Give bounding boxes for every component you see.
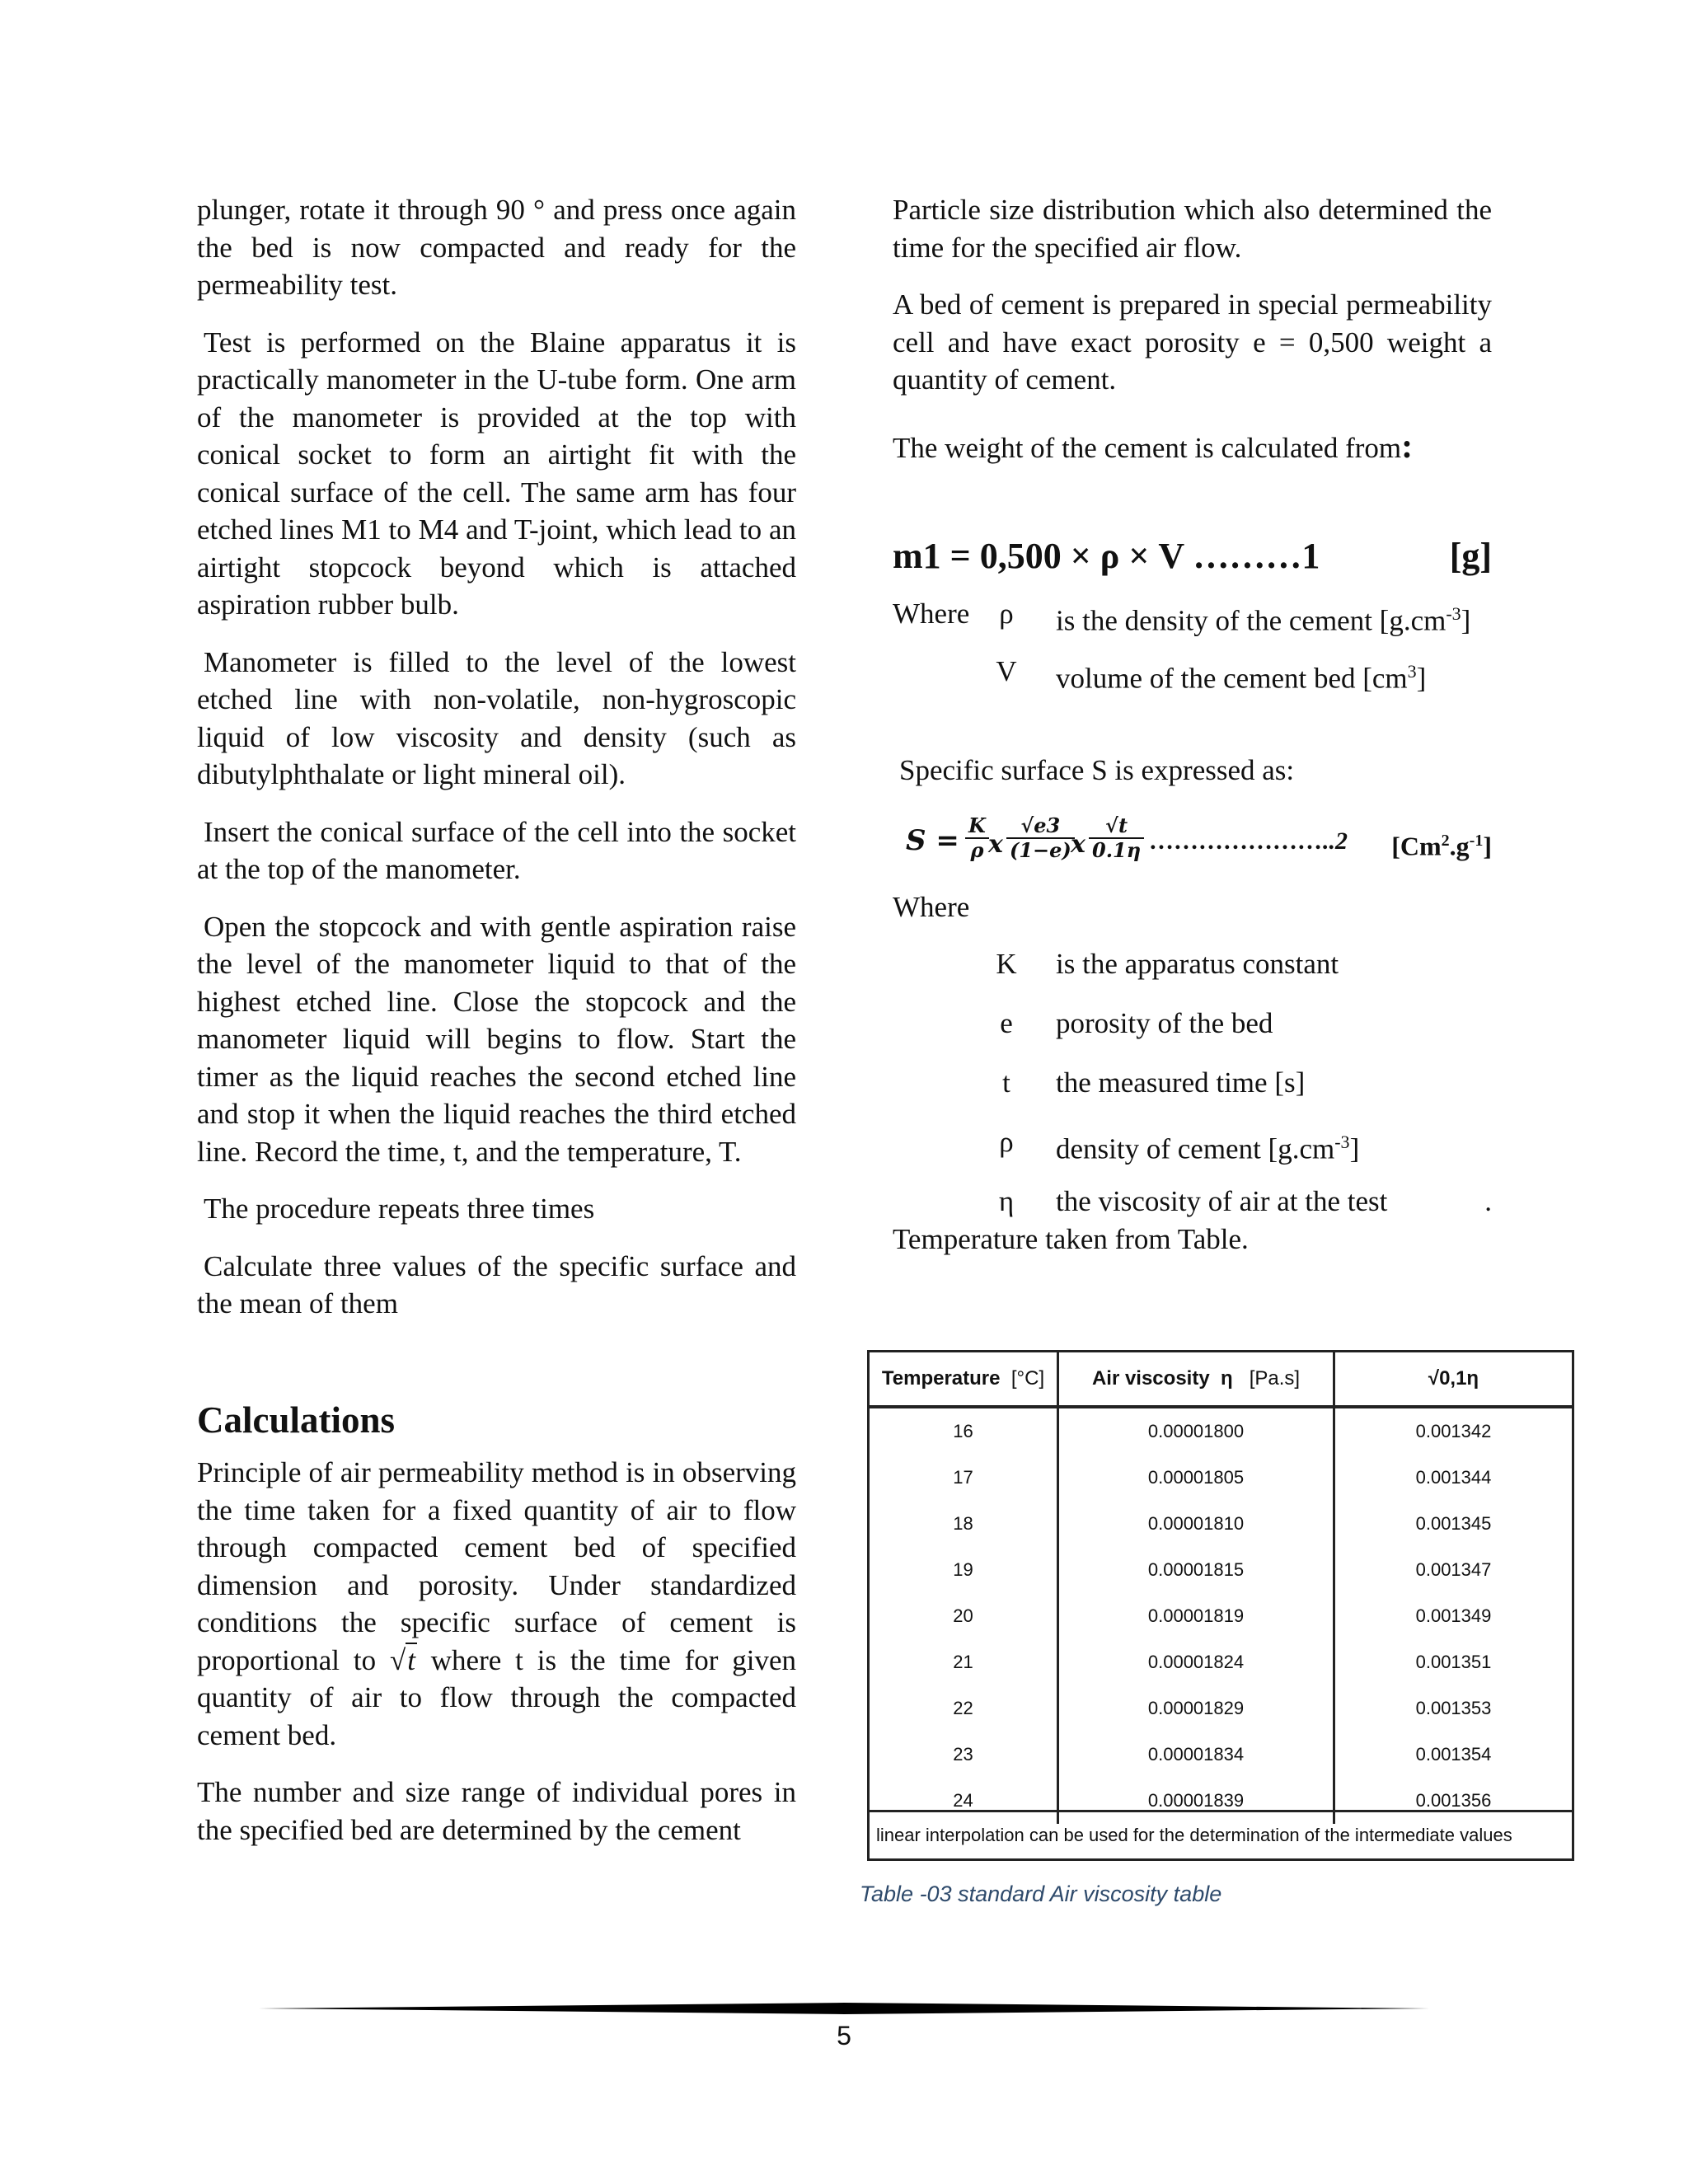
header-label: Temperature xyxy=(881,1367,1001,1390)
superscript: 3 xyxy=(1407,661,1417,682)
table-row xyxy=(870,1407,1572,1455)
table-caption: Table -03 standard Air viscosity table xyxy=(860,1882,1222,1906)
formula-specific-surface xyxy=(893,814,1492,872)
definition-text: the viscosity of air at the test xyxy=(1056,1185,1388,1217)
unit-part: ] xyxy=(1483,831,1492,861)
definition-body: is the density of the cement [g.cm xyxy=(1056,604,1447,637)
paragraph: Temperature taken from Table. xyxy=(893,1223,1249,1255)
superscript: -3 xyxy=(1334,1132,1350,1152)
definition-text xyxy=(1056,653,1426,697)
fraction-denominator: 0.1η xyxy=(1092,837,1142,862)
paragraph-text: The weight of the cement is calculated from xyxy=(893,431,1402,464)
multiply-x: x xyxy=(988,829,1003,859)
fraction-numerator: K xyxy=(965,814,989,839)
formula-text: m1 = 0,500 × ρ × V ………1 xyxy=(893,536,1320,576)
definition-text: porosity of the bed xyxy=(1056,1007,1273,1039)
header-symbol: η xyxy=(1221,1367,1233,1390)
cell-root: 0.001349 xyxy=(1415,1605,1492,1626)
definition-body: density of cement [g.cm xyxy=(1056,1132,1335,1165)
fraction-denominator: (1−e) xyxy=(1010,837,1071,862)
formula-unit: [g] xyxy=(1449,536,1492,576)
cell-viscosity: 0.00001800 xyxy=(1058,1407,1334,1455)
formula-unit xyxy=(1391,823,1492,865)
paragraph: Manometer is filled to the level of the lowest etched line with non-volatile, non-hygroscopic liquid of low viscosity and density (such as dibutylphthalate or light mineral oil). xyxy=(197,645,796,790)
definition-symbol: t xyxy=(1002,1066,1010,1099)
cell-viscosity: 0.00001829 xyxy=(1058,1685,1334,1732)
cell-root: 0.001344 xyxy=(1415,1467,1492,1488)
paragraph: Specific surface S is expressed as: xyxy=(899,754,1295,786)
sqrt-expression: √t xyxy=(389,1643,415,1676)
table-row xyxy=(870,1547,1572,1593)
definition-symbol: ρ xyxy=(999,1126,1014,1158)
superscript: 2 xyxy=(1441,831,1450,850)
table-row xyxy=(870,1732,1572,1778)
multiply-x: x xyxy=(1071,829,1085,859)
definition-text: the measured time [s] xyxy=(1056,1066,1306,1099)
fraction-numerator: √e3 xyxy=(1006,814,1075,839)
cell-root: 0.001353 xyxy=(1415,1698,1492,1718)
cell-root: 0.001345 xyxy=(1415,1513,1492,1534)
paragraph: Open the stopcock and with gentle aspiration raise the level of the manometer liquid to that of the highest etched line. Close the stopcock and the manometer liquid will begins to flow. Start the timer as the liquid reaches the second etched line and stop it when the liquid reaches the third etched line. Record the time, t, and the temperature, T. xyxy=(197,910,796,1168)
definition-row xyxy=(893,1005,1492,1064)
cell-temperature: 23 xyxy=(870,1732,1058,1778)
cell-root: 0.001351 xyxy=(1415,1652,1492,1672)
page-number: 5 xyxy=(837,2021,851,2050)
cell-root: 0.001342 xyxy=(1415,1421,1492,1441)
paragraph: The procedure repeats three times xyxy=(204,1193,595,1225)
fraction-e3 xyxy=(1006,814,1075,862)
header-label: Air viscosity xyxy=(1091,1367,1210,1390)
table-note: linear interpolation can be used for the determination of the intermediate values xyxy=(870,1810,1572,1858)
cell-viscosity: 0.00001824 xyxy=(1058,1639,1334,1685)
where-label: Where xyxy=(893,890,970,923)
formula-mass xyxy=(893,537,1492,590)
cell-root: 0.001356 xyxy=(1415,1790,1492,1811)
where-label: Where xyxy=(893,598,970,630)
cell-viscosity: 0.00001815 xyxy=(1058,1547,1334,1593)
unit-part: [Cm xyxy=(1391,831,1442,861)
header-air-viscosity xyxy=(1058,1352,1334,1407)
fraction-sqrt-t xyxy=(1089,814,1144,862)
paragraph: Particle size distribution which also determined the time for the specified air flow. xyxy=(893,194,1492,264)
paragraph: Insert the conical surface of the cell into the socket at the top of the manometer. xyxy=(197,815,796,885)
fraction-numerator: √t xyxy=(1089,814,1144,839)
paragraph-text: Principle of air permeability method is in observing the time taken for a fixed quantity of air to flow through compacted cement bed of specified dimension and porosity. Under standardized conditions the specific surface of cement is proportional to xyxy=(197,1456,796,1676)
cell-temperature: 22 xyxy=(870,1685,1058,1732)
superscript: -1 xyxy=(1469,831,1484,850)
paragraph xyxy=(893,429,1492,467)
footer-divider xyxy=(259,2003,1429,2014)
header-root xyxy=(1334,1352,1573,1407)
formula-dots: …………………..2 xyxy=(1150,827,1348,855)
cell-temperature: 17 xyxy=(870,1455,1058,1501)
sqrt-radicand: t xyxy=(407,1643,415,1676)
cell-temperature: 19 xyxy=(870,1547,1058,1593)
colon: : xyxy=(1401,427,1414,466)
cell-viscosity: 0.00001810 xyxy=(1058,1501,1334,1547)
fraction-k-rho xyxy=(965,814,989,862)
cell-temperature: 18 xyxy=(870,1501,1058,1547)
table-row xyxy=(870,1501,1572,1547)
definition-symbol: η xyxy=(998,1185,1015,1217)
definition-symbol: e xyxy=(1000,1007,1013,1039)
definition-text xyxy=(1056,595,1470,640)
table xyxy=(870,1352,1572,1824)
table-row xyxy=(870,1639,1572,1685)
cell-root: 0.001354 xyxy=(1415,1744,1492,1765)
definition-body: volume of the cement bed [cm xyxy=(1056,662,1408,695)
definition-text xyxy=(1056,1123,1359,1168)
fraction-denominator: ρ xyxy=(970,837,984,862)
cell-temperature: 20 xyxy=(870,1593,1058,1639)
cell-temperature: 21 xyxy=(870,1639,1058,1685)
definition-end: ] xyxy=(1461,604,1471,637)
header-temperature xyxy=(870,1352,1058,1407)
header-unit: [Pa.s] xyxy=(1249,1367,1301,1390)
cell-viscosity: 0.00001834 xyxy=(1058,1732,1334,1778)
definition-symbol: K xyxy=(996,948,1017,980)
table-row xyxy=(870,1685,1572,1732)
cell-root: 0.001347 xyxy=(1415,1559,1492,1580)
section-heading: Calculations xyxy=(197,1399,396,1441)
table-header-row xyxy=(870,1352,1572,1407)
definition-row xyxy=(893,1183,1492,1221)
table-row xyxy=(870,1455,1572,1501)
unit-part: .g xyxy=(1449,831,1470,861)
formula-lhs: S = xyxy=(906,823,959,857)
definition-symbol: V xyxy=(996,655,1017,687)
definition-row xyxy=(893,653,1492,710)
header-label: √0,1η xyxy=(1428,1367,1479,1390)
cell-viscosity: 0.00001805 xyxy=(1058,1455,1334,1501)
right-column xyxy=(893,191,1492,1258)
cell-viscosity: 0.00001839 xyxy=(1058,1778,1334,1824)
definition-row xyxy=(893,945,1492,1005)
definition-row xyxy=(893,1123,1492,1183)
left-column xyxy=(197,191,796,1849)
paragraph: plunger, rotate it through 90 ° and press once again the bed is now compacted and ready for the permeability test. xyxy=(197,194,796,301)
paragraph xyxy=(197,1454,796,1754)
cell-temperature: 24 xyxy=(870,1778,1058,1824)
trailing-dot: . xyxy=(1484,1185,1492,1217)
table-row xyxy=(870,1593,1572,1639)
definition-end: ] xyxy=(1416,662,1427,695)
definition-end: ] xyxy=(1349,1132,1360,1165)
definition-symbol: ρ xyxy=(999,598,1014,630)
paragraph: Calculate three values of the specific surface and the mean of them xyxy=(197,1249,796,1319)
definition-text: is the apparatus constant xyxy=(1056,948,1339,980)
paragraph: The number and size range of individual pores in the specified bed are determined by the cement xyxy=(197,1776,796,1846)
definition-row xyxy=(893,1064,1492,1123)
paragraph: Test is performed on the Blaine apparatus it is practically manometer in the U-tube form. One arm of the manometer is provided at the top with conical socket to form an airtight fit with the conical surface of the cell. The same arm has four etched lines M1 to M4 and T-joint, which lead to an airtight stopcock beyond which is attached aspiration rubber bulb. xyxy=(197,326,796,621)
superscript: -3 xyxy=(1446,603,1461,624)
air-viscosity-table xyxy=(867,1350,1574,1861)
paragraph: A bed of cement is prepared in special permeability cell and have exact porosity e = 0,500 weight a quantity of cement. xyxy=(893,288,1492,396)
cell-viscosity: 0.00001819 xyxy=(1058,1593,1334,1639)
header-unit: [°C] xyxy=(1010,1367,1045,1390)
paragraph-text: where t is the time for given quantity of air to flow through the compacted cement bed. xyxy=(197,1643,797,1751)
definition-row xyxy=(893,595,1492,653)
cell-temperature: 16 xyxy=(870,1407,1058,1455)
